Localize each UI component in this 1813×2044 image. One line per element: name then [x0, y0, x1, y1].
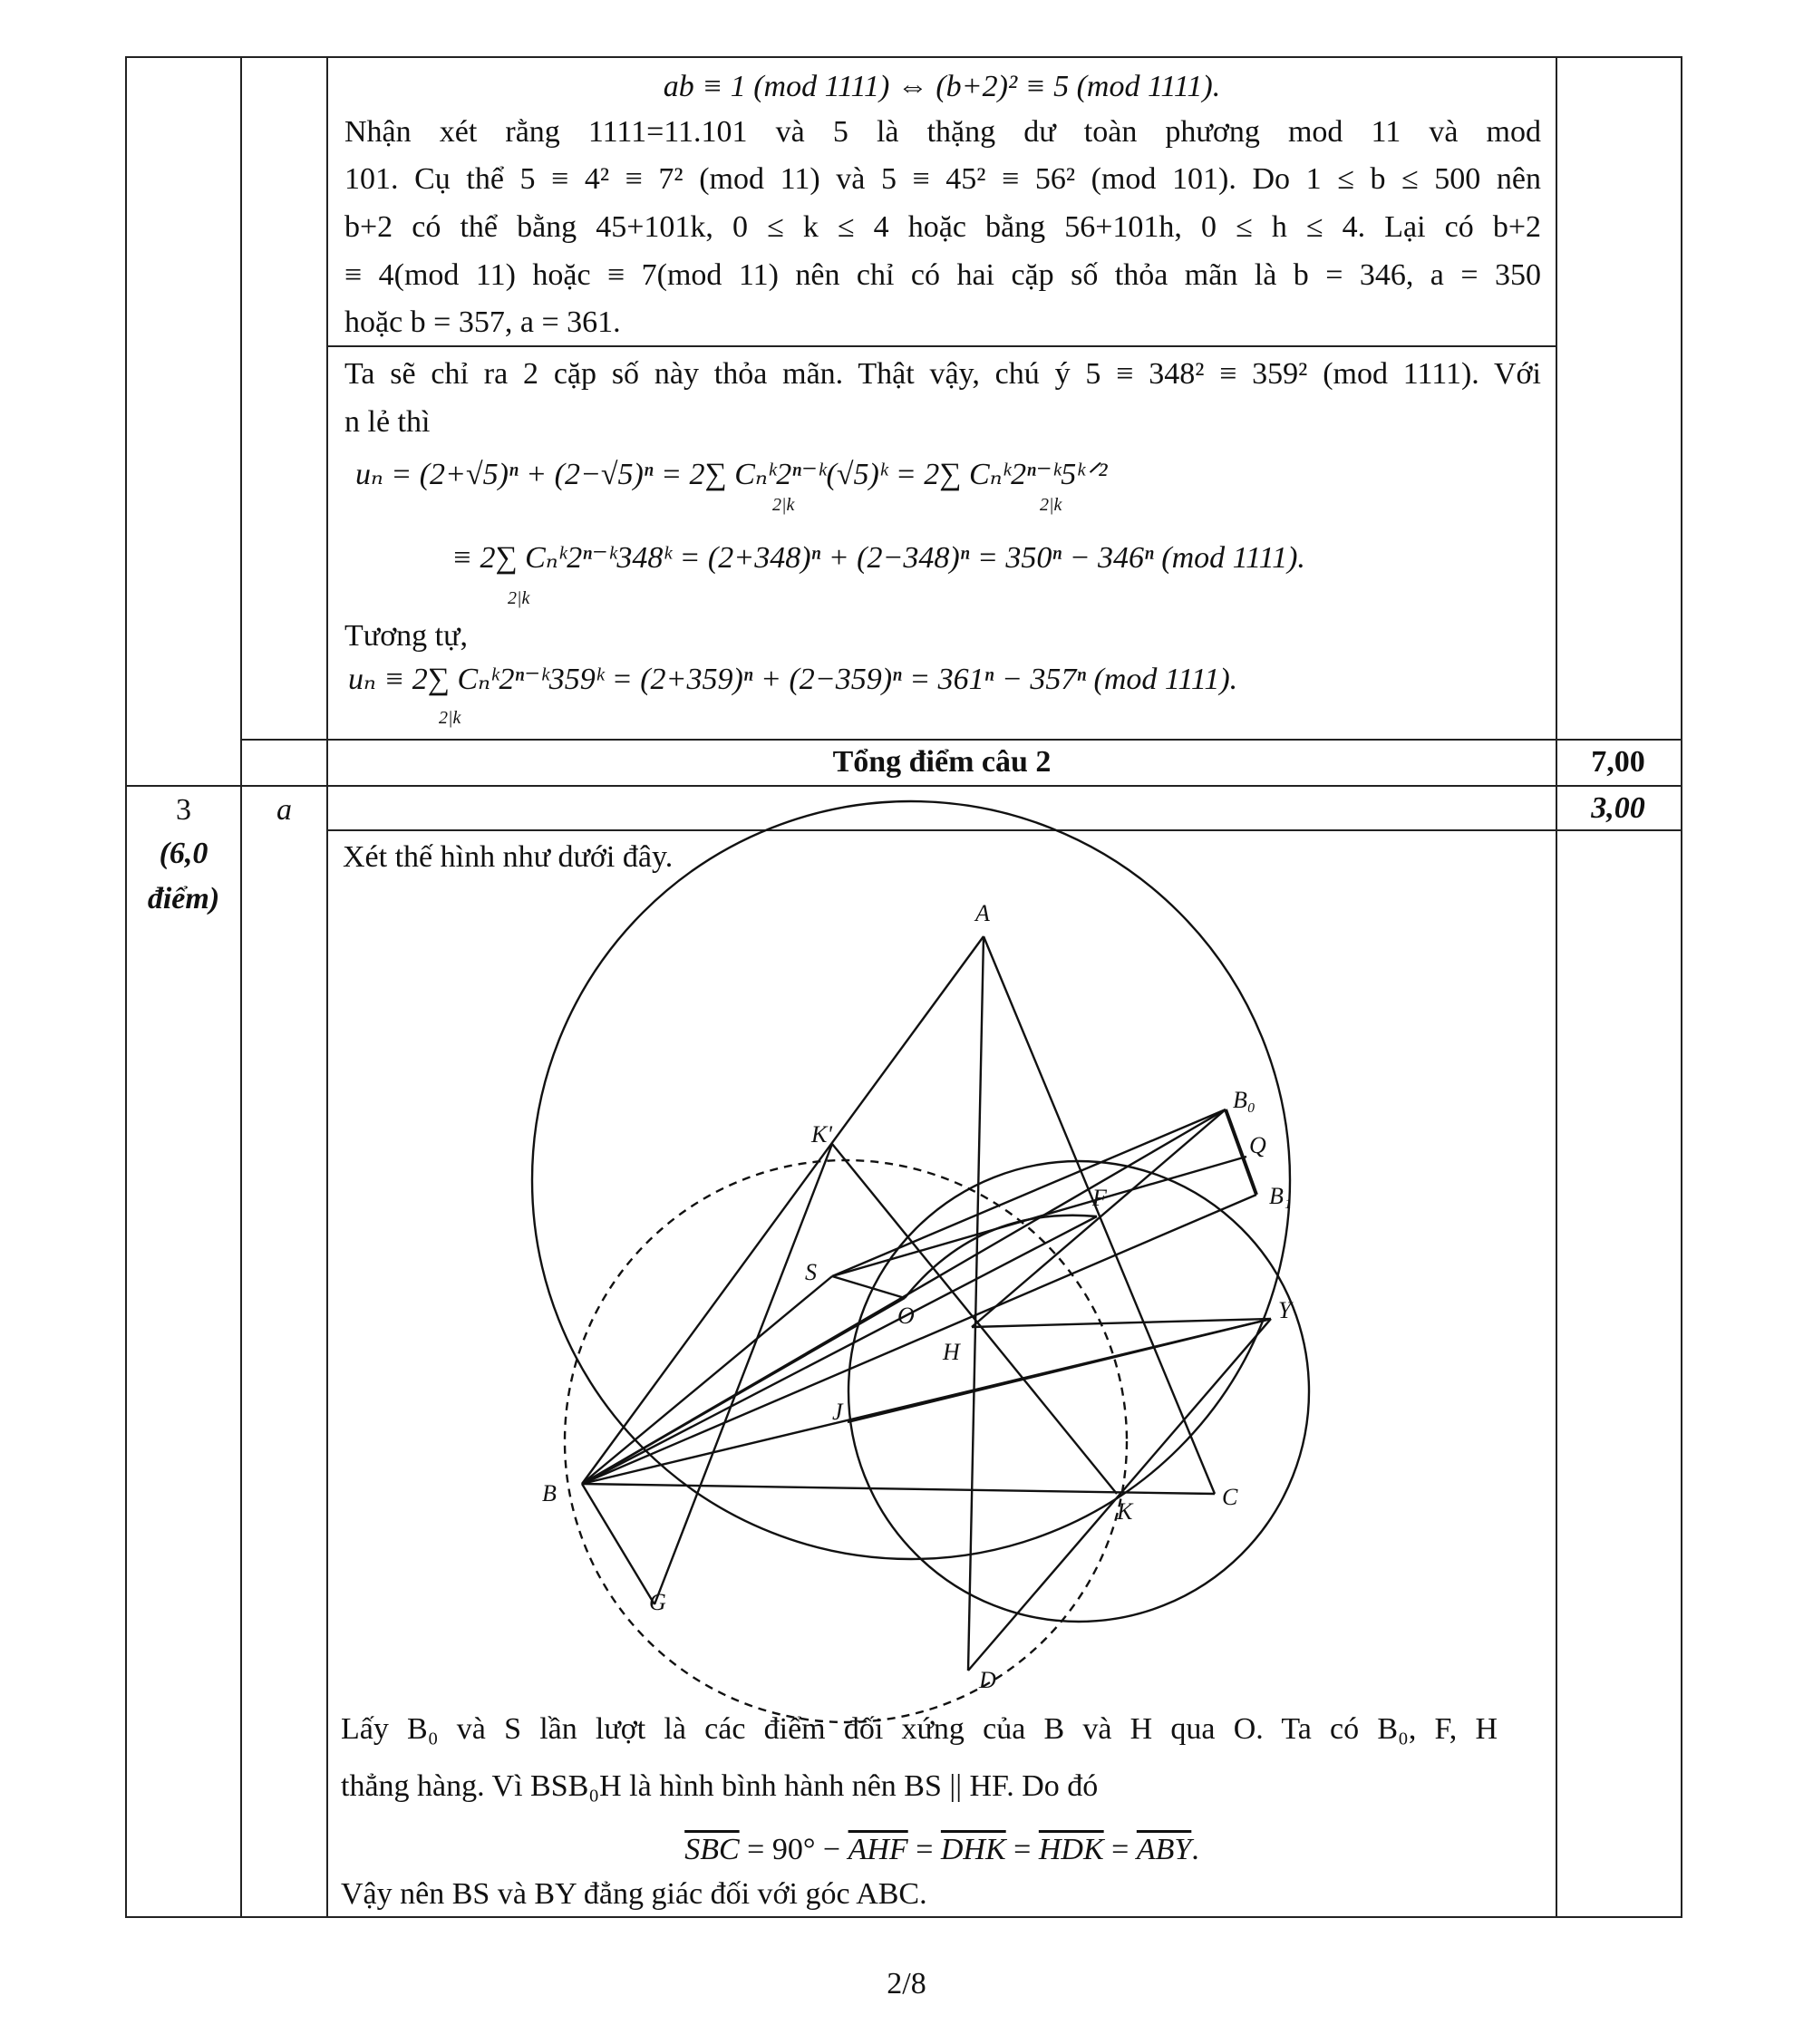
label-g: G — [649, 1589, 666, 1615]
label-d: D — [979, 1667, 996, 1693]
para1-line-1: Nhận xét rằng 1111=11.101 và 5 là thặng dư toàn phương mod 11 và mod — [344, 115, 1541, 149]
arc-o-f — [905, 1216, 1097, 1298]
angle-sbc: $\overline{SBC}$ — [684, 1833, 740, 1866]
label-f: F — [1092, 1185, 1107, 1211]
sum-limit-4: 2|k — [439, 708, 461, 728]
line-s-q — [832, 1157, 1246, 1276]
line-b-b1 — [582, 1195, 1256, 1484]
question-points-1: (6,0 — [159, 837, 208, 870]
line-h-b0 — [972, 1109, 1226, 1327]
sum-limit-2: 2|k — [1040, 495, 1062, 515]
label-c: C — [1222, 1484, 1238, 1510]
angle-eq-end: . — [1191, 1833, 1199, 1866]
angle-eq-part-4: = — [1103, 1833, 1137, 1866]
label-o: O — [897, 1303, 915, 1329]
para1-line-2: 101. Cụ thể 5 ≡ 4² ≡ 7² (mod 11) và 5 ≡ 45² ≡ 56² (mod 101). Do 1 ≤ b ≤ 500 nên — [344, 162, 1541, 196]
congruence-line: ab ≡ 1 (mod 1111) ⇔ (b+2)² ≡ 5 (mod 1111). — [663, 70, 1221, 103]
line-b-g — [582, 1484, 654, 1604]
line-b-o — [582, 1298, 905, 1484]
total-label: Tổng điểm câu 2 — [832, 745, 1052, 779]
equation-2: ≡ 2∑ Cₙᵏ2ⁿ⁻ᵏ348ᵏ = (2+348)ⁿ + (2−348)ⁿ = 350ⁿ − 346ⁿ (mod 1111). — [451, 541, 1305, 575]
similarly-label: Tương tự, — [344, 619, 469, 653]
para1-line-3: b+2 có thể bằng 45+101k, 0 ≤ k ≤ 4 hoặc bằng 56+101h, 0 ≤ h ≤ 4. Lại có b+2 — [344, 210, 1541, 244]
label-b1: B₁ — [1269, 1183, 1292, 1209]
question-points-2: điểm) — [147, 882, 220, 915]
altitude-ad — [968, 936, 984, 1671]
part-label: a — [276, 793, 292, 827]
label-k: K — [1117, 1498, 1133, 1525]
label-a: A — [975, 900, 990, 926]
label-s: S — [805, 1259, 817, 1285]
page-number: 2/8 — [887, 1967, 926, 2000]
equation-3: uₙ ≡ 2∑ Cₙᵏ2ⁿ⁻ᵏ359ᵏ = (2+359)ⁿ + (2−359)ⁿ = 361ⁿ − 357ⁿ (mod 1111). — [348, 663, 1238, 696]
label-y: Y — [1278, 1297, 1292, 1323]
angle-dhk: $\overline{DHK}$ — [940, 1833, 1006, 1866]
angle-eq-part-3: = — [1005, 1833, 1039, 1866]
label-kprime: K' — [811, 1121, 832, 1148]
para1-line-5: hoặc b = 357, a = 361. — [344, 305, 621, 339]
side-ac — [984, 936, 1215, 1494]
figure-intro: Xét thế hình như dưới đây. — [343, 840, 674, 874]
sum-limit-1: 2|k — [772, 495, 795, 515]
angle-eq-part-2: = — [907, 1833, 941, 1866]
circumcircle — [532, 801, 1290, 1559]
equation-1: uₙ = (2+√5)ⁿ + (2−√5)ⁿ = 2∑ Cₙᵏ2ⁿ⁻ᵏ(√5)ᵏ = 2∑ Cₙᵏ2ⁿ⁻ᵏ5ᵏᐟ² — [355, 458, 1108, 491]
part-score: 3,00 — [1591, 791, 1645, 825]
label-b0: B₀ — [1233, 1087, 1256, 1113]
question-number: 3 — [176, 793, 191, 827]
label-q: Q — [1249, 1132, 1266, 1158]
para2-line-1: Ta sẽ chỉ ra 2 cặp số này thỏa mãn. Thật vậy, chú ý 5 ≡ 348² ≡ 359² (mod 1111). Với — [344, 357, 1541, 391]
circle-through-f-y — [848, 1161, 1309, 1622]
line-h-y — [972, 1319, 1271, 1327]
angle-equation — [328, 1826, 1556, 1874]
angle-ahf: $\overline{AHF}$ — [848, 1833, 908, 1866]
label-b: B — [542, 1480, 557, 1506]
conclusion-line: Vậy nên BS và BY đẳng giác đối với góc ABC. — [341, 1877, 927, 1911]
proof-line-2: thẳng hàng. Vì BSB₀H là hình bình hành nên BS || HF. Do đó — [341, 1769, 1099, 1803]
angle-hdk: $\overline{HDK}$ — [1038, 1833, 1104, 1866]
angle-eq-part-1: = 90° − — [739, 1833, 848, 1866]
line-b-f — [582, 1216, 1097, 1484]
para1-line-4: ≡ 4(mod 11) hoặc ≡ 7(mod 11) nên chỉ có hai cặp số thỏa mãn là b = 346, a = 350 — [344, 258, 1541, 292]
para2-line-2: n lẻ thì — [344, 405, 431, 439]
line-s-o — [832, 1276, 905, 1298]
proof-line-1: Lấy B₀ và S lần lượt là các điểm đối xứng của B và H qua O. Ta có B₀, F, H — [341, 1712, 1498, 1746]
line-b-s — [582, 1276, 832, 1484]
total-score: 7,00 — [1591, 745, 1645, 779]
sum-limit-3: 2|k — [508, 588, 530, 608]
label-j: J — [832, 1399, 843, 1425]
line-j-y — [848, 1319, 1271, 1422]
side-bc — [582, 1484, 1215, 1494]
angle-aby: $\overline{ABY}$ — [1136, 1833, 1192, 1866]
label-h: H — [943, 1339, 960, 1365]
